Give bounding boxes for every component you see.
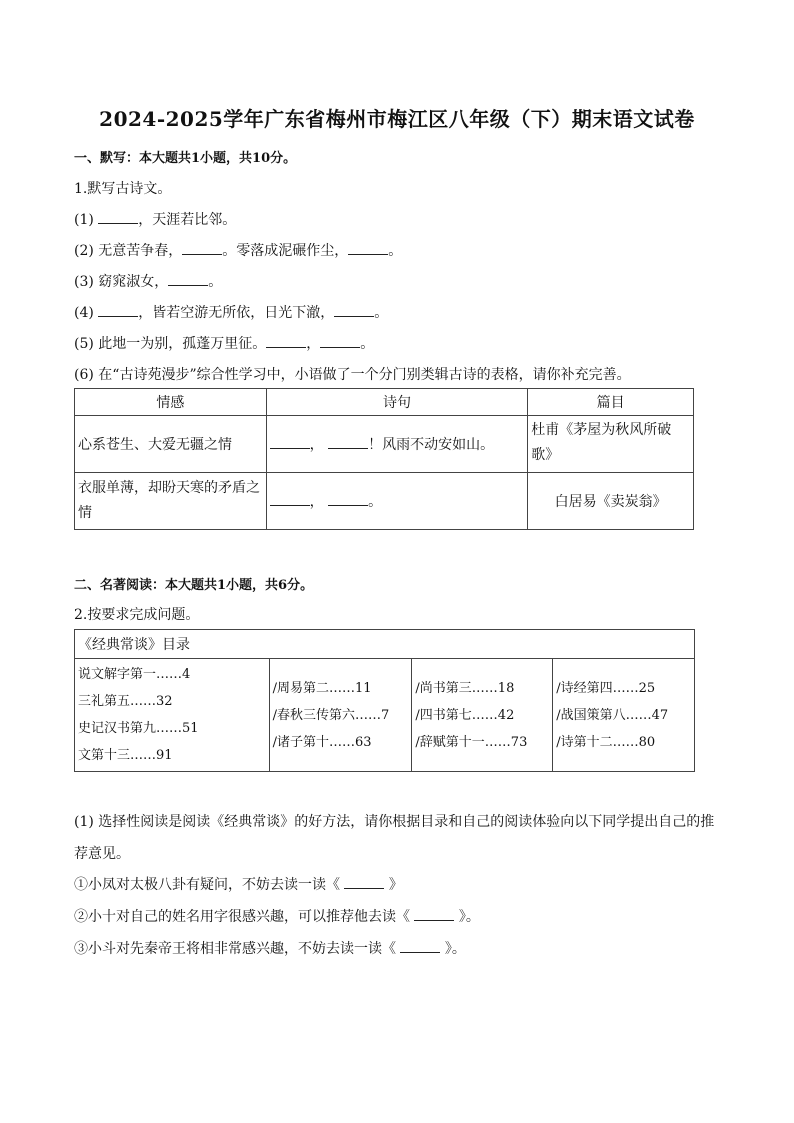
table-row [75, 473, 694, 530]
emotion-cell: 衣服单薄，却盼天寒的矛盾之情 [75, 473, 267, 530]
q2-sub1-line2: 荐意见。 [74, 846, 130, 862]
q2-stem: 2.按要求完成问题。 [74, 607, 200, 623]
toc-column-1 [75, 659, 270, 772]
exam-title: 2024-2025学年广东省梅州市梅江区八年级（下）期末语文试卷 [99, 107, 695, 131]
poetry-table [74, 388, 694, 530]
answer-blank[interactable] [98, 209, 138, 224]
answer-blank[interactable] [266, 333, 306, 348]
answer-blank[interactable] [320, 333, 360, 348]
q1-item-3 [74, 271, 222, 291]
toc-column-3 [412, 659, 553, 772]
answer-blank[interactable] [270, 434, 310, 449]
toc-entry: /周易第二……11 [272, 680, 372, 696]
toc-column-2 [269, 659, 412, 772]
toc-entry: 三礼第五……32 [78, 694, 173, 709]
q1-item-3-text-b: 。 [208, 274, 223, 290]
table-header: 情感 [75, 389, 267, 416]
toc-entry: 史记汉书第九……51 [78, 721, 199, 736]
q1-item-5-text-c: 。 [360, 336, 375, 352]
q1-item-4 [74, 302, 388, 322]
section-1-heading: 一、默写：本大题共1小题，共10分。 [74, 151, 297, 166]
answer-blank[interactable] [270, 491, 310, 506]
verse-cell [266, 416, 528, 473]
q1-item-5 [74, 333, 374, 353]
q2-item-2 [74, 906, 480, 926]
answer-blank[interactable] [348, 240, 388, 255]
source-cell: 白居易《卖炭翁》 [528, 473, 694, 530]
table-row [75, 416, 694, 473]
q1-item-4-text: (4) [74, 305, 99, 321]
toc-entry: /战国策第八……47 [556, 707, 669, 723]
q1-item-3-text: (3) 窈窕淑女， [74, 274, 169, 290]
verse-cell [266, 473, 528, 530]
toc-title: 《经典常谈》目录 [75, 630, 695, 659]
toc-column-4 [553, 659, 695, 772]
toc-entry: /诗经第四……25 [556, 680, 656, 696]
q2-item-2-text: ②小十对自己的姓名用字很感兴趣，可以推荐他去读《 [74, 909, 410, 925]
q1-item-4-text-b: ，皆若空游无所依，日光下澈， [138, 305, 335, 321]
q2-item-3-text-b: 》。 [444, 941, 466, 957]
toc-table [74, 629, 695, 772]
q1-item-2-text: (2) 无意苦争春， [74, 243, 183, 259]
toc-entry: /辞赋第十一……73 [415, 734, 528, 750]
source-cell: 杜甫《茅屋为秋风所破歌》 [528, 416, 694, 473]
q1-item-2-text-b: 。零落成泥碾作尘， [222, 243, 349, 259]
answer-blank[interactable] [328, 434, 368, 449]
q2-item-1-text-b: 》 [388, 877, 403, 893]
answer-blank[interactable] [168, 271, 208, 286]
answer-blank[interactable] [334, 302, 374, 317]
q2-item-3-text: ③小斗对先秦帝王将相非常感兴趣，不妨去读一读《 [74, 941, 396, 957]
verse-sep: ， [309, 437, 324, 453]
verse-end: 。 [368, 494, 383, 510]
answer-blank[interactable] [98, 302, 138, 317]
q1-stem: 1.默写古诗文。 [74, 181, 172, 197]
toc-entry: /尚书第三……18 [415, 680, 515, 696]
verse-sep: ， [309, 494, 324, 510]
table-header: 篇目 [528, 389, 694, 416]
emotion-cell: 心系苍生、大爱无疆之情 [75, 416, 267, 473]
answer-blank[interactable] [414, 906, 454, 921]
q2-item-3 [74, 938, 466, 958]
q2-sub1-line1: (1) 选择性阅读是阅读《经典常谈》的好方法，请你根据目录和自己的阅读体验向以下同学提出自己的推 [74, 814, 715, 830]
answer-blank[interactable] [400, 938, 440, 953]
answer-blank[interactable] [344, 874, 384, 889]
q1-item-2 [74, 240, 402, 260]
q1-item-5-text: (5) 此地一为别，孤蓬万里征。 [74, 336, 267, 352]
section-2-heading: 二、名著阅读：本大题共1小题，共6分。 [74, 578, 314, 593]
q2-item-2-text-b: 》。 [458, 909, 480, 925]
q1-item-6: (6) 在“古诗苑漫步”综合性学习中，小语做了一个分门别类辑古诗的表格，请你补充完善。 [74, 367, 631, 383]
toc-row [75, 659, 695, 772]
toc-entry: /春秋三传第六……7 [272, 707, 390, 723]
q2-item-1-text: ①小凤对太极八卦有疑问，不妨去读一读《 [74, 877, 340, 893]
q1-item-2-text-c: 。 [388, 243, 403, 259]
answer-blank[interactable] [182, 240, 222, 255]
toc-entry: /四书第七……42 [415, 707, 515, 723]
toc-entry: /诗第十二……80 [556, 734, 656, 750]
toc-entry: 说文解字第一……4 [78, 667, 191, 682]
q1-item-1 [74, 209, 236, 229]
q2-item-1 [74, 874, 403, 894]
q1-item-1-text-b: ，天涯若比邻。 [138, 212, 237, 228]
answer-blank[interactable] [328, 491, 368, 506]
q1-item-5-text-b: ， [306, 336, 321, 352]
verse-end: ！风雨不动安如山。 [368, 437, 495, 453]
toc-entry: /诸子第十……63 [272, 734, 372, 750]
q1-item-4-text-c: 。 [374, 305, 389, 321]
toc-entry: 文第十三……91 [78, 748, 173, 763]
q1-item-1-text: (1) [74, 212, 99, 228]
table-header: 诗句 [266, 389, 528, 416]
